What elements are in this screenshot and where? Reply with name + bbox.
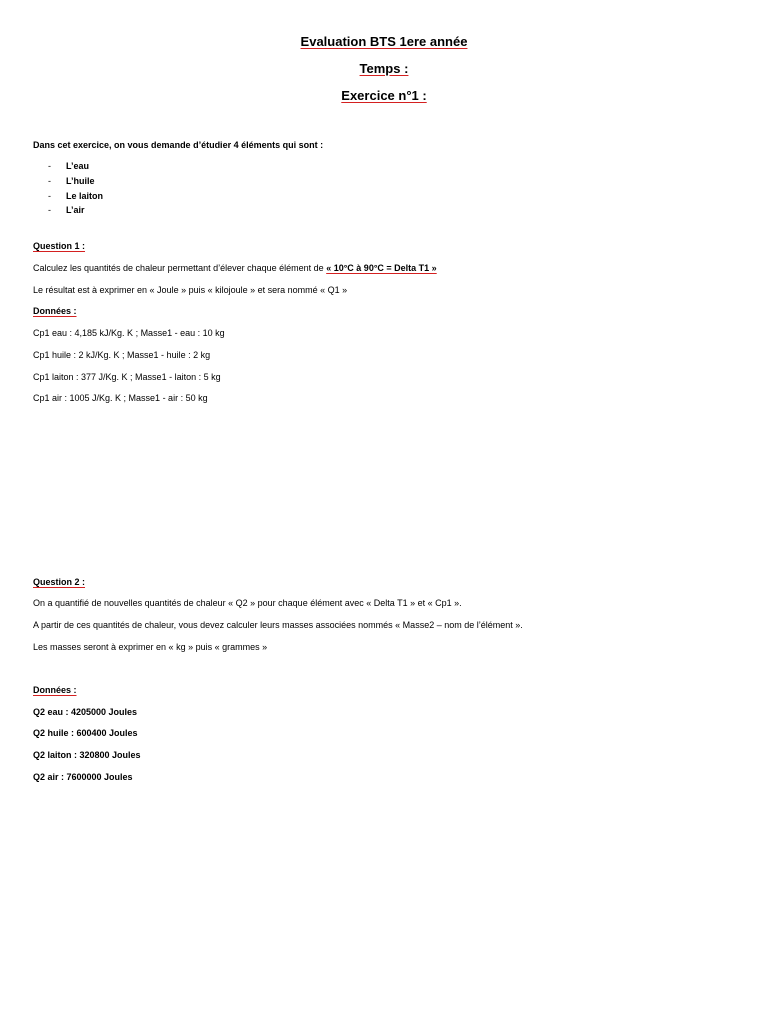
list-item-eau: L’eau bbox=[66, 161, 90, 171]
document-title bbox=[0, 34, 768, 49]
question1-data-heading: Données : bbox=[33, 306, 77, 316]
question1-line2: Le résultat est à exprimer en « Joule » puis « kilojoule » et sera nommé « Q1 » bbox=[33, 285, 348, 295]
question1-data-row: Cp1 huile : 2 kJ/Kg. K ; Masse1 - huile : 2 kg bbox=[33, 350, 211, 360]
question2-data-row: Q2 laiton : 320800 Joules bbox=[33, 750, 141, 760]
list-dash: - bbox=[48, 176, 51, 186]
question2-line1: On a quantifié de nouvelles quantités de chaleur « Q2 » pour chaque élément avec « Delta T1 » et « Cp1 ». bbox=[33, 598, 462, 608]
list-dash: - bbox=[48, 191, 51, 201]
time-label-text: Temps : bbox=[359, 61, 409, 76]
question2-data-row: Q2 eau : 4205000 Joules bbox=[33, 707, 138, 717]
question2-data-heading: Données : bbox=[33, 685, 77, 695]
question2-data-row: Q2 air : 7600000 Joules bbox=[33, 772, 133, 782]
list-item-air: L’air bbox=[66, 205, 85, 215]
question2-line2: A partir de ces quantités de chaleur, vous devez calculer leurs masses associées nommés « Masse2 – nom de l’élément ». bbox=[33, 620, 523, 630]
question1-data-row: Cp1 air : 1005 J/Kg. K ; Masse1 - air : 50 kg bbox=[33, 393, 208, 403]
question1-heading: Question 1 : bbox=[33, 241, 86, 251]
list-dash: - bbox=[48, 205, 51, 215]
question2-line3: Les masses seront à exprimer en « kg » puis « grammes » bbox=[33, 642, 268, 652]
intro-text: Dans cet exercice, on vous demande d’étudier 4 éléments qui sont : bbox=[33, 140, 324, 150]
question1-line1-prefix: Calculez les quantités de chaleur permettant d’élever chaque élément de bbox=[33, 263, 327, 273]
question1-data-row: Cp1 laiton : 377 J/Kg. K ; Masse1 - laiton : 5 kg bbox=[33, 372, 221, 382]
question1-line1 bbox=[33, 263, 437, 273]
question2-data-row: Q2 huile : 600400 Joules bbox=[33, 728, 138, 738]
time-label bbox=[0, 61, 768, 76]
question1-data-row: Cp1 eau : 4,185 kJ/Kg. K ; Masse1 - eau : 10 kg bbox=[33, 328, 225, 338]
list-item-laiton: Le laiton bbox=[66, 191, 104, 201]
document-title-text: Evaluation BTS 1ere année bbox=[300, 34, 468, 49]
question2-heading: Question 2 : bbox=[33, 577, 86, 587]
list-dash: - bbox=[48, 161, 51, 171]
list-item-huile: L’huile bbox=[66, 176, 95, 186]
exercise-title bbox=[0, 88, 768, 103]
temperature-range: « 10°C à 90°C = Delta T1 » bbox=[326, 263, 437, 273]
exercise-title-text: Exercice n°1 : bbox=[341, 88, 427, 103]
